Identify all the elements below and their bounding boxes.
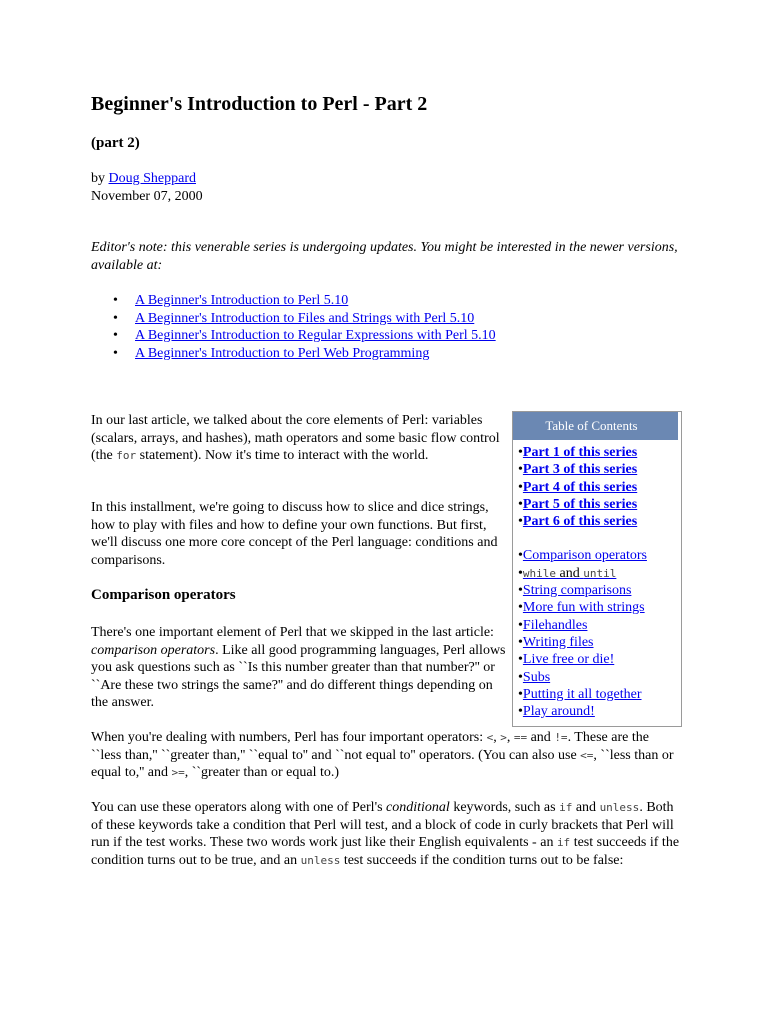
- newer-version-link[interactable]: A Beginner's Introduction to Files and Strings with Perl 5.10: [135, 310, 475, 326]
- toc-item: [518, 565, 677, 582]
- toc-section-link[interactable]: [523, 566, 616, 581]
- code-operator: !=: [554, 731, 568, 744]
- toc-item: [518, 617, 677, 634]
- bullet: •: [518, 652, 523, 668]
- bullet: •: [518, 565, 523, 581]
- toc-series-link[interactable]: Part 4 of this series: [522, 479, 638, 495]
- code-if: if: [556, 836, 571, 849]
- text: ,: [493, 730, 501, 745]
- toc-series-link[interactable]: Part 5 of this series: [522, 496, 638, 512]
- toc-section-link[interactable]: Play around!: [522, 704, 595, 720]
- list-item: [135, 292, 496, 310]
- text: test succeeds if the condition turns out to be true, and an: [91, 835, 680, 868]
- conditional-paragraph: [91, 799, 681, 869]
- toc-section-link[interactable]: String comparisons: [522, 583, 632, 599]
- toc-item: [518, 686, 677, 703]
- toc-item: [518, 513, 677, 530]
- text: . These are the ``less than,'' ``greater than,'' ``equal to'' and ``not equal to'' operators. (You can also use: [91, 730, 649, 763]
- emphasis: comparison operators: [91, 642, 216, 658]
- bullet: •: [518, 634, 523, 650]
- toc-item: [518, 444, 677, 461]
- bullet: •: [518, 600, 523, 616]
- code-operator: <: [486, 731, 494, 744]
- byline: [91, 170, 203, 205]
- toc-section-link[interactable]: Putting it all together: [522, 686, 642, 702]
- bullet: •: [518, 496, 523, 512]
- toc-item: [518, 599, 677, 616]
- bullet: •: [518, 514, 523, 530]
- newer-version-link[interactable]: A Beginner's Introduction to Perl Web Programming: [135, 345, 430, 361]
- text: When you're dealing with numbers, Perl has four important operators:: [91, 730, 487, 745]
- toc-item: [518, 634, 677, 651]
- code-operator: <=: [580, 748, 594, 762]
- comparison-paragraph: [91, 624, 506, 712]
- subtitle: (part 2): [91, 135, 140, 151]
- installment-paragraph: In this installment, we're going to discuss how to slice and dice strings, how to play with files and how to define your own functions. But first, we'll discuss one more core concept of the Perl language: conditions and comparisons.: [91, 500, 498, 568]
- author-link[interactable]: Doug Sheppard: [108, 171, 196, 186]
- text: statement). Now it's time to interact with the world.: [136, 448, 429, 463]
- list-item: [135, 327, 496, 345]
- toc-list: [513, 440, 681, 720]
- code-for: for: [116, 449, 137, 462]
- bullet: •: [518, 462, 523, 478]
- bullet: •: [518, 583, 523, 599]
- text: and: [572, 800, 600, 815]
- bullet: •: [518, 669, 523, 685]
- publish-date: November 07, 2000: [91, 188, 203, 204]
- toc-section-link[interactable]: Subs: [522, 669, 551, 685]
- code-operator: >: [500, 731, 507, 744]
- bullet: •: [518, 704, 523, 720]
- code-unless: unless: [300, 853, 341, 867]
- intro-paragraph: [91, 412, 506, 465]
- toc-item: [518, 496, 677, 513]
- text: and: [527, 730, 555, 745]
- text: You can use these operators along with one of Perl's: [91, 800, 387, 815]
- bullet: •: [518, 617, 523, 633]
- code-if: if: [559, 801, 573, 814]
- text: In our last article, we talked about the core elements of Perl: variables (scalars, arrays, and hashes), math operators and some basic flow control (the: [91, 413, 500, 463]
- section-heading: Comparison operators: [91, 587, 236, 603]
- toc-header: [513, 412, 681, 440]
- text: ,: [506, 730, 514, 745]
- code-until: until: [583, 566, 617, 580]
- toc-section-link[interactable]: Comparison operators: [522, 548, 647, 564]
- code-unless: unless: [599, 801, 640, 814]
- toc-item: [518, 651, 677, 668]
- code-while: while: [522, 566, 557, 580]
- toc-section-link[interactable]: Live free or die!: [522, 652, 615, 668]
- emphasis: conditional: [386, 800, 450, 815]
- bullet: •: [518, 445, 523, 460]
- toc-item: [518, 479, 677, 496]
- newer-version-link[interactable]: A Beginner's Introduction to Perl 5.10: [135, 293, 349, 308]
- list-item: [135, 345, 496, 363]
- toc-item: [518, 669, 677, 686]
- toc-item: [518, 582, 677, 599]
- text: . Both of these keywords take a condition that Perl will test, and a block of code in curly brackets that Perl will run if the test works. These two words work just like their English equivalents - an: [91, 800, 674, 850]
- toc-section-link[interactable]: More fun with strings: [522, 600, 645, 616]
- toc-section-link[interactable]: Filehandles: [522, 617, 588, 633]
- bullet: •: [518, 548, 523, 564]
- toc-spacer: [518, 530, 677, 547]
- toc-series-link[interactable]: Part 1 of this series: [522, 445, 638, 460]
- toc-item: [518, 461, 677, 478]
- newer-versions-list: [91, 292, 496, 362]
- toc-series-link[interactable]: Part 3 of this series: [522, 462, 638, 478]
- page-title: Beginner's Introduction to Perl - Part 2: [91, 93, 428, 115]
- text: , ``less than or equal to,'' and: [91, 747, 674, 780]
- toc-series-link[interactable]: Part 6 of this series: [522, 514, 638, 530]
- text: . Like all good programming languages, Perl allows you ask questions such as ``Is this number greater than that number?'' or ``Are these two strings the same?'' and do different things depending on the answer.: [91, 642, 506, 710]
- toc-title: Table of Contents: [545, 418, 638, 433]
- toc-item: [518, 547, 677, 564]
- bullet: •: [518, 479, 523, 495]
- bullet: •: [518, 686, 523, 702]
- text: test succeeds if the condition turns out to be false:: [340, 852, 624, 868]
- text: keywords, such as: [449, 800, 560, 815]
- newer-version-link[interactable]: A Beginner's Introduction to Regular Expressions with Perl 5.10: [135, 328, 496, 343]
- code-operator: >=: [171, 766, 185, 779]
- toc-section-link[interactable]: Writing files: [522, 634, 594, 650]
- text: , ``greater than or equal to.): [184, 765, 340, 780]
- text: There's one important element of Perl that we skipped in the last article:: [91, 625, 494, 640]
- table-of-contents: [512, 411, 682, 727]
- editors-note: Editor's note: this venerable series is undergoing updates. You might be interested in the newer versions, available at:: [91, 240, 678, 273]
- text: and: [559, 565, 580, 581]
- list-item: [135, 310, 496, 328]
- code-operator: ==: [513, 731, 528, 744]
- toc-item: [518, 703, 677, 720]
- numeric-operators-paragraph: [91, 729, 681, 782]
- byline-prefix: by: [91, 171, 105, 186]
